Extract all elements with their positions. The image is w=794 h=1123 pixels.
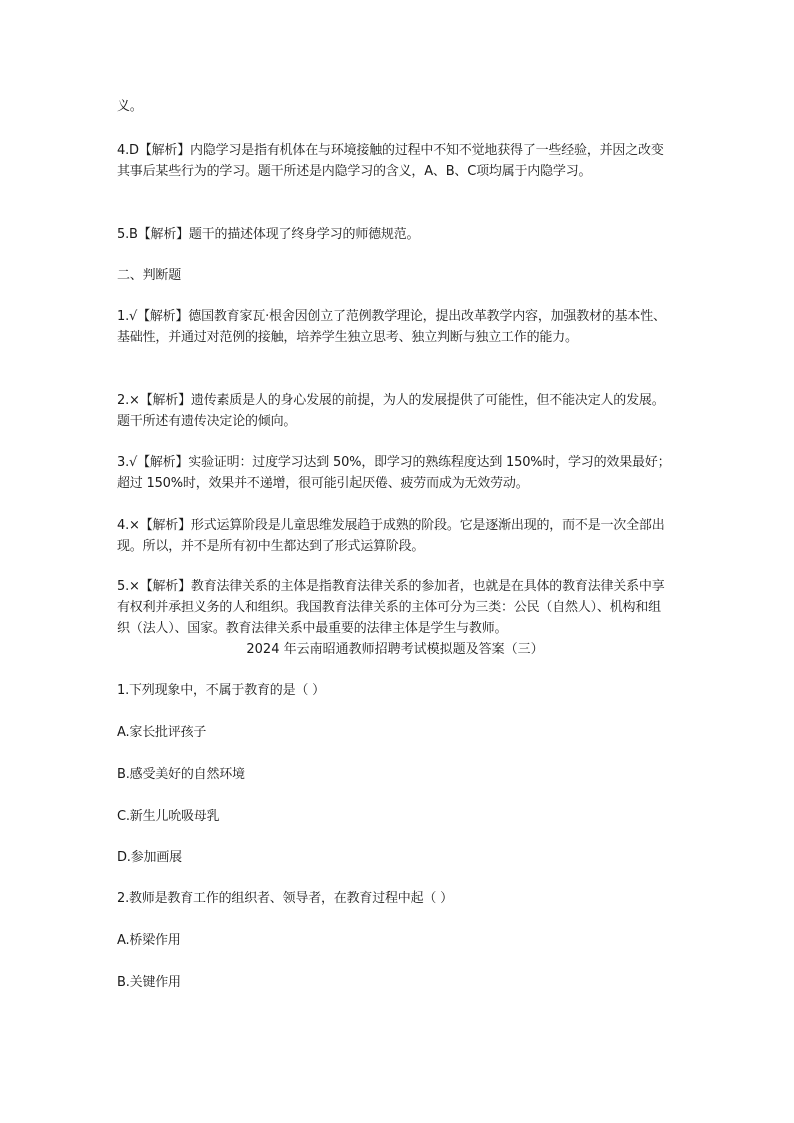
answer-4-explanation: 4.D【解析】内隐学习是指有机体在与环境接触的过程中不知不觉地获得了一些经验，并因之改变其事后某些行为的学习。题干所述是内隐学习的含义，A、B、C项均属于内隐学习。 (117, 143, 664, 179)
judgment-2-explanation: 2.×【解析】遗传素质是人的身心发展的前提，为人的发展提供了可能性，但不能决定人的发展。题干所述有遗传决定论的倾向。 (117, 393, 665, 429)
question-1-option-c: C.新生儿吮吸母乳 (117, 809, 220, 824)
judgment-3-explanation: 3.√【解析】实验证明：过度学习达到 50%，即学习的熟练程度达到 150%时，学习的效果最好；超过 150%时，效果并不递增，很可能引起厌倦、疲劳而成为无效劳动。 (117, 455, 671, 491)
question-2-option-a: A.桥梁作用 (117, 933, 181, 948)
answer-5-explanation: 5.B【解析】题干的描述体现了终身学习的师德规范。 (117, 227, 420, 242)
paragraph-continuation: 义。 (117, 99, 143, 114)
page-title: 2024 年云南昭通教师招聘考试模拟题及答案（三） (246, 642, 544, 657)
judgment-4-explanation: 4.×【解析】形式运算阶段是儿童思维发展趋于成熟的阶段。它是逐渐出现的，而不是一次全部出现。所以，并不是所有初中生都达到了形式运算阶段。 (117, 518, 665, 554)
question-1-option-b: B.感受美好的自然环境 (117, 767, 245, 782)
question-1-option-a: A.家长批评孩子 (117, 725, 207, 740)
section-heading-judgment: 二、判断题 (117, 268, 182, 283)
question-2-option-b: B.关键作用 (117, 975, 181, 990)
question-2: 2.教师是教育工作的组织者、领导者，在教育过程中起（ ） (117, 891, 453, 906)
question-1: 1.下列现象中，不属于教育的是（ ） (117, 683, 325, 698)
question-1-option-d: D.参加画展 (117, 850, 182, 865)
judgment-5-explanation: 5.×【解析】教育法律关系的主体是指教育法律关系的参加者，也就是在具体的教育法律关系中享有权利并承担义务的人和组织。我国教育法律关系的主体可分为三类：公民（自然人）、机构和组织（法人）、国家。教育法律关系中最重要的法律主体是学生与教师。 (117, 579, 665, 636)
judgment-1-explanation: 1.√【解析】德国教育家瓦·根舍因创立了范例教学理论，提出改革教学内容，加强教材的基本性、基础性，并通过对范例的接触，培养学生独立思考、独立判断与独立工作的能力。 (117, 309, 666, 345)
